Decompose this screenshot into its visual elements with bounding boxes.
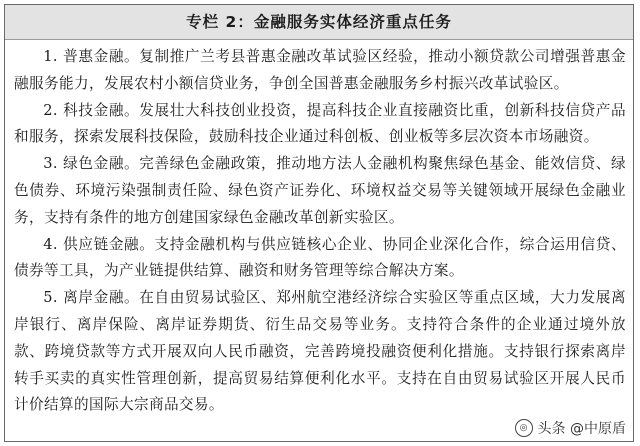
item-green-finance: 3. 绿色金融。完善绿色金融政策，推动地方法人金融机构聚焦绿色基金、能效信贷、绿色债券、环境污染强制责任险、绿色资产证券化、环境权益交易等关键领域开展绿色金融业务，支持有条件的地方创建国家绿色金融改革创新实验区。 [14,155,626,226]
watermark [509,416,630,440]
toutiao-logo-icon: ◎ [515,419,533,437]
feature-box [4,4,634,442]
item-inclusive-finance: 1. 普惠金融。复制推广兰考县普惠金融改革试验区经验，推动小额贷款公司增强普惠金融服务能力，发展农村小额信贷业务，争创全国普惠金融服务乡村振兴改革试验区。 [14,48,626,92]
box-title: 专栏 2：金融服务实体经济重点任务 [5,5,633,40]
item-offshore-finance: 5. 离岸金融。在自由贸易试验区、郑州航空港经济综合实验区等重点区域，大力发展离岸银行、离岸保险、离岸证券期货、衍生品交易等业务。支持符合条件的企业通过境外放款、跨境贷款等方式开展双向人民币融资，完善跨境投融资便利化措施。支持银行探索离岸转手买卖的真实性管理创新，提高贸易结算便利化水平。支持在自由贸易试验区开展人民币计价结算的国际大宗商品交易。 [14,289,626,414]
watermark-text: 头条 @中原盾 [537,421,626,437]
item-tech-finance: 2. 科技金融。发展壮大科技创业投资，提高科技企业直接融资比重，创新科技信贷产品和服务，探索发展科技保险，鼓励科技企业通过科创板、创业板等多层次资本市场融资。 [14,101,626,146]
item-supply-chain-finance: 4. 供应链金融。支持金融机构与供应链核心企业、协同企业深化合作，综合运用信贷、债券等工具，为产业链提供结算、融资和财务管理等综合解决方案。 [14,235,626,280]
box-body [5,40,633,419]
